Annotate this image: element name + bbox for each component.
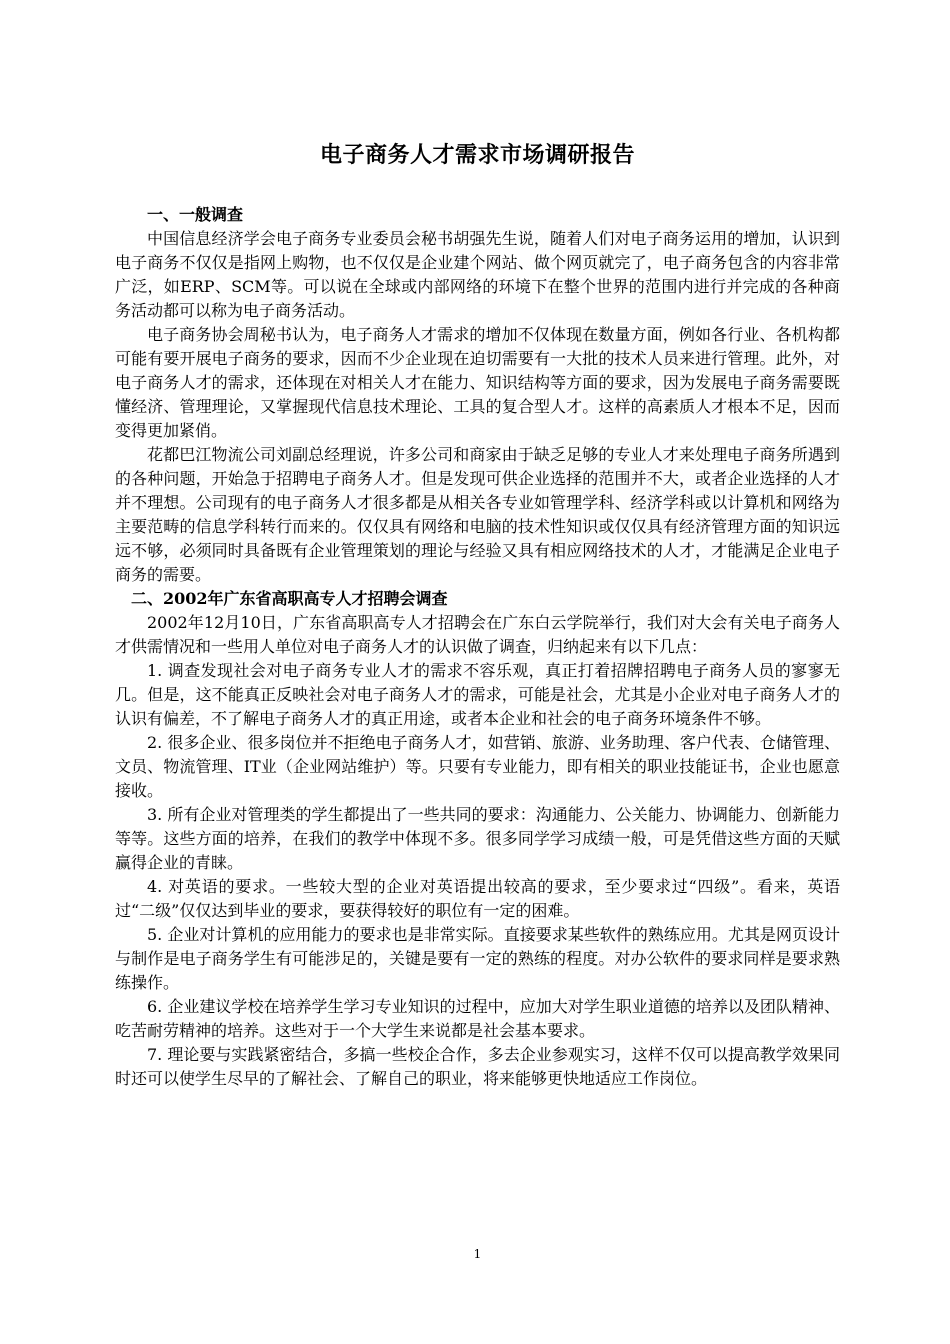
document-body	[115, 203, 840, 1091]
section-1-heading: 一、一般调查	[147, 205, 244, 224]
document-title: 电子商务人才需求市场调研报告	[319, 142, 635, 168]
section-2-item-1: 1. 调查发现社会对电子商务专业人才的需求不容乐观，真正打着招牌招聘电子商务人员的寥寥无几。但是，这不能真正反映社会对电子商务人才的需求，可能是社会，尤其是小企业对电子商务人才的认识有偏差，不了解电子商务人才的真正用途，或者本企业和社会的电子商务环境条件不够。	[115, 661, 840, 728]
section-2-item-4: 4. 对英语的要求。一些较大型的企业对英语提出较高的要求，至少要求过“四级”。看来，英语过“二级”仅仅达到毕业的要求，要获得较好的职位有一定的困难。	[115, 877, 840, 920]
section-2-paragraph-intro: 2002年12月10日，广东省高职高专人才招聘会在广东白云学院举行，我们对大会有关电子商务人才供需情况和一些用人单位对电子商务人才的认识做了调查，归纳起来有以下几点：	[115, 613, 840, 656]
section-2-item-7: 7. 理论要与实践紧密结合，多搞一些校企合作，多去企业参观实习，这样不仅可以提高教学效果同时还可以使学生尽早的了解社会、了解自己的职业，将来能够更快地适应工作岗位。	[115, 1045, 840, 1088]
section-2-item-6: 6. 企业建议学校在培养学生学习专业知识的过程中，应加大对学生职业道德的培养以及团队精神、吃苦耐劳精神的培养。这些对于一个大学生来说都是社会基本要求。	[115, 997, 840, 1040]
section-1-paragraph-2: 电子商务协会周秘书认为，电子商务人才需求的增加不仅体现在数量方面，例如各行业、各机构都可能有要开展电子商务的要求，因而不少企业现在迫切需要有一大批的技术人员来进行管理。此外，对电子商务人才的需求，还体现在对相关人才在能力、知识结构等方面的要求，因为发展电子商务需要既懂经济、管理理论，又掌握现代信息技术理论、工具的复合型人才。这样的高素质人才根本不足，因而变得更加紧俏。	[115, 325, 840, 440]
section-1-paragraph-1: 中国信息经济学会电子商务专业委员会秘书胡强先生说，随着人们对电子商务运用的增加，认识到电子商务不仅仅是指网上购物，也不仅仅是企业建个网站、做个网页就完了，电子商务包含的内容非常广泛，如ERP、SCM等。可以说在全球或内部网络的环境下在整个世界的范围内进行并完成的各种商务活动都可以称为电子商务活动。	[115, 229, 840, 320]
section-2-heading: 二、2002年广东省高职高专人才招聘会调查	[131, 589, 448, 608]
section-2-item-2: 2. 很多企业、很多岗位并不拒绝电子商务人才，如营销、旅游、业务助理、客户代表、仓储管理、文员、物流管理、IT业（企业网站维护）等。只要有专业能力，即有相关的职业技能证书，企业也愿意接收。	[115, 733, 840, 800]
section-2-item-3: 3. 所有企业对管理类的学生都提出了一些共同的要求：沟通能力、公关能力、协调能力、创新能力等等。这些方面的培养，在我们的教学中体现不多。很多同学学习成绩一般，可是凭借这些方面的天赋赢得企业的青睐。	[115, 805, 840, 872]
section-1-paragraph-3: 花都巴江物流公司刘副总经理说，许多公司和商家由于缺乏足够的专业人才来处理电子商务所遇到的各种问题，开始急于招聘电子商务人才。但是发现可供企业选择的范围并不大，或者企业选择的人才并不理想。公司现有的电子商务人才很多都是从相关各专业如管理学科、经济学科或以计算机和网络为主要范畴的信息学科转行而来的。仅仅具有网络和电脑的技术性知识或仅仅具有经济管理方面的知识远远不够，必须同时具备既有企业管理策划的理论与经验又具有相应网络技术的人才，才能满足企业电子商务的需要。	[115, 445, 840, 584]
section-2-item-5: 5. 企业对计算机的应用能力的要求也是非常实际。直接要求某些软件的熟练应用。尤其是网页设计与制作是电子商务学生有可能涉足的，关键是要有一定的熟练的程度。对办公软件的要求同样是要求熟练操作。	[115, 925, 840, 992]
page-number: 1	[473, 1247, 482, 1261]
